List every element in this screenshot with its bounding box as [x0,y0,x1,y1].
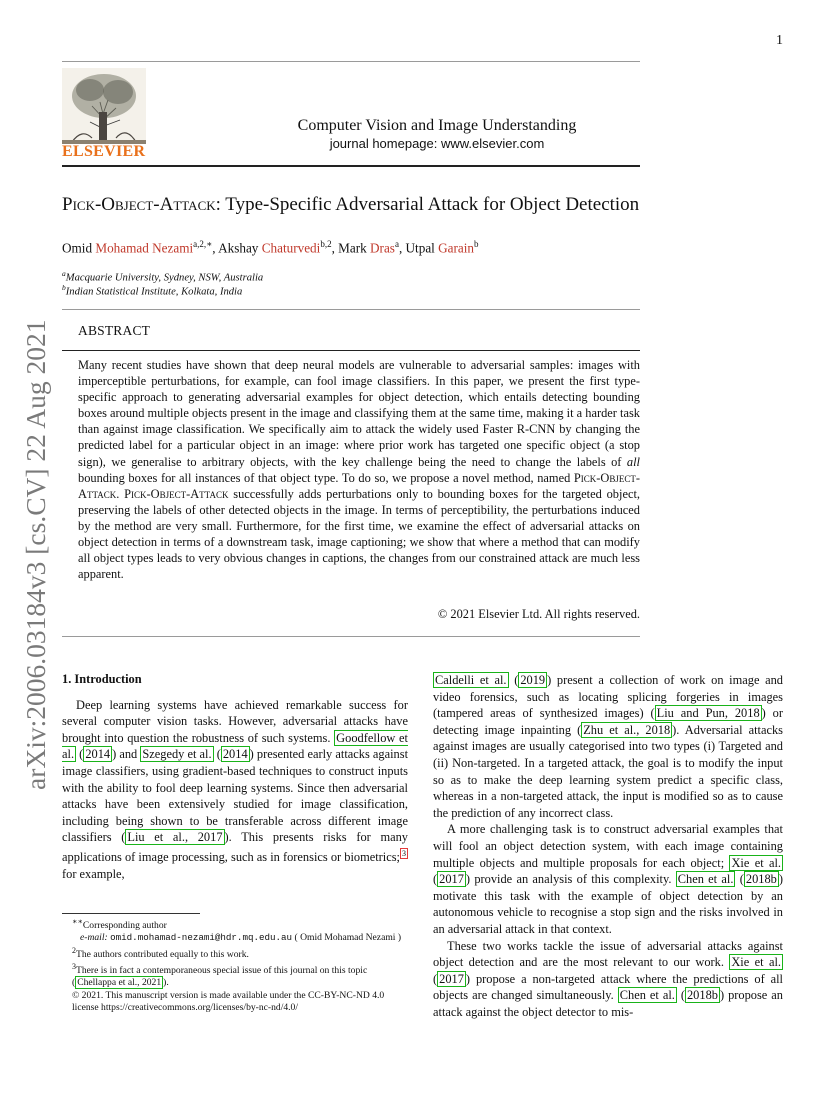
abstract-top-rule [62,309,640,310]
author-1-first: Omid [62,240,96,256]
citation-link[interactable]: 2017 [439,872,464,887]
header-top-rule [62,61,640,62]
author-list [62,239,479,256]
citation-link[interactable]: Chellappa et al., 2021 [77,977,162,989]
left-column [62,671,408,882]
paper-title [62,194,639,216]
citation-link[interactable]: Chen et al. [677,872,734,887]
citation-link[interactable]: Caldelli et al. [435,673,507,687]
author-2-link[interactable]: Chaturvedi [261,240,321,256]
paper-title-rest: : Type-Specific Adversarial Attack for Object Detection [215,194,640,215]
affiliation-b: $^b$Indian Statistical Institute, Kolkata, India [62,283,243,298]
section-heading: 1. Introduction [62,672,142,686]
citation-link[interactable]: 2017 [439,971,464,986]
author-3-sup: a [394,239,399,249]
abstract-copyright: © 2021 Elsevier Ltd. All rights reserved. [437,607,640,621]
arxiv-side-label[interactable]: arXiv:2006.03184v3 [cs.CV] 22 Aug 2021 [20,319,51,790]
citation-link[interactable]: Zhu et al., 2018 [583,722,671,737]
paper-title-method: Pick-Object-Attack [62,194,216,215]
header-bottom-rule [62,165,640,167]
elsevier-wordmark: ELSEVIER [62,143,146,160]
author-3-link[interactable]: Dras [370,240,395,256]
citation-link[interactable]: 2019 [520,673,546,687]
citation-link[interactable]: 2018b [686,988,718,1003]
footnote-2: $^2$The authors contributed equally to this work. [72,945,249,960]
citation-link[interactable]: Chen et al. [619,988,675,1003]
citation-link[interactable]: Xie et al. [731,955,781,970]
author-sep: , Akshay [212,240,262,256]
intro-paragraph-1: Deep learning systems have achieved remarkable success for several computer vision tasks. However, adversarial attacks have brought into question the robustness of such systems. Goodfellow et al. ( 2014 ) and Szegedy et al. ( 2014 ) presented early attacks against image classifiers, using gradient-based techniques to construct inputs with the ability to fool deep learning systems. Since then adversarial attacks have been extensively studied for image classification, including being shown to be transferable across different image classifiers ( Liu et al., 2017 ). This presents risks for many applications of image processing, such as in forensics or biometrics; $^3$ for example, [62,697,409,881]
citation-link[interactable]: Liu and Pun, 2018 [656,706,760,721]
journal-homepage: journal homepage: www.elsevier.com [329,136,545,151]
citation-link[interactable]: 2014 [85,747,111,762]
journal-name: Computer Vision and Image Understanding [297,117,577,134]
footnote-corresponding: ∗∗Corresponding author [72,917,167,932]
intro-paragraph-4: These two works tackle the issue of adversarial attacks against object detection and are the most relevant to our work. Xie et al. ( 2017 ) propose a non-targeted attack where the predictions of all objects are changed simultaneously. Chen et al. ( 2018b ) propose an attack against the object detector to mis- [433,938,783,1019]
footnote-email: e-mail: omid.mohamad-nezami@hdr.mq.edu.au ( Omid Mohamad Nezami ) [80,932,402,944]
author-sep: , Mark [331,240,371,256]
citation-link[interactable]: 2014 [222,747,248,762]
author-1-sup: a,2,∗ [193,239,213,249]
intro-paragraph-2: Caldelli et al. ( 2019 ) present a collection of work on image and video forensics, such as locating splicing forgeries in images (tampered areas of synthesized images) ( Liu and Pun, 2018 ) or detecting image inpainting ( Zhu et al., 2018 ). Adversarial attacks against images are usually categorised into two types (i) Targeted and (ii) Non-targeted. In a targeted attack, the goal is to modify the input so as to make the deep learning system predict a specific class, whereas in a non-targeted attack, the input is modified so as to cause the prediction of any incorrect class. [433,673,783,820]
abstract-heading: ABSTRACT [78,323,151,338]
right-column [433,672,783,1020]
citation-link[interactable]: Szegedy et al. [142,747,212,762]
author-sep: , Utpal [398,240,439,256]
citation-link[interactable]: 2018b [745,872,777,887]
footnote-license: © 2021. This manuscript version is made available under the CC-BY-NC-ND 4.0 license https://creativecommons.org/licenses/by-nc-nd/4.0/ [72,989,385,1013]
footnote-3: $^3$There is in fact a contemporaneous special issue of this journal on this topic ( Chellappa et al., 2021 ). [72,961,368,989]
citation-link[interactable]: Goodfellow et al. [62,730,408,762]
page-number: 1 [776,33,783,48]
footnotes [62,916,408,1014]
author-2-sup: b,2 [320,239,332,249]
footnote-link[interactable]: 3 [402,848,406,858]
author-4-sup: b [474,239,479,249]
affiliation-a: $^a$Macquarie University, Sydney, NSW, Australia [62,269,264,284]
author-1-link[interactable]: Mohamad Nezami [95,240,194,256]
citation-link[interactable]: Liu et al., 2017 [127,830,223,845]
author-4-link[interactable]: Garain [438,240,475,256]
abstract-text: Many recent studies have shown that deep neural models are vulnerable to adversarial samples: images with imperceptible perturbations, for example, can fool image classifiers. In this paper, we present the first type-specific approach to generating adversarial examples for object detection, which entails detecting bounding boxes around multiple objects present in the image and classifying them at the same time, making it a harder task than against image classification. We specifically aim to attack the widely used Faster R-CNN by changing the predicted label for a particular object in an image: where prior work has targeted one specific object (a stop sign), we generalise to arbitrary objects, with the key challenge being the need to change the labels of all bounding boxes for all instances of that object type. To do so, we propose a novel method, named Pick-Object-Attack. Pick-Object-Attack successfully adds perturbations only to bounding boxes for the targeted object, preserving the labels of other detected objects in the image. In terms of perceptibility, the perturbations induced by the method are very small. Furthermore, for the first time, we examine the effect of adversarial attacks on object detection in terms of a downstream task, image captioning; we show that where a method that can modify all object types leads to very obvious changes in captions, the changes from our constrained attack are much less apparent. [78,358,640,582]
email-address[interactable]: omid.mohamad-nezami@hdr.mq.edu.au [110,932,293,944]
footnote-rule [62,913,200,914]
abstract-heading-rule [62,350,640,351]
citation-link[interactable]: Xie et al. [731,855,781,870]
intro-paragraph-3: A more challenging task is to construct adversarial examples that will fool an object detection system, with each image containing multiple objects and multiple proposals for each object; Xie et al. ( 2017 ) provide an analysis of this complexity. Chen et al. ( 2018b ) motivate this task with the example of object detection by an autonomous vehicle to recognise a stop sign and the risks involved in an adversarial attack in that context. [433,822,783,936]
abstract-bottom-rule [62,636,640,637]
